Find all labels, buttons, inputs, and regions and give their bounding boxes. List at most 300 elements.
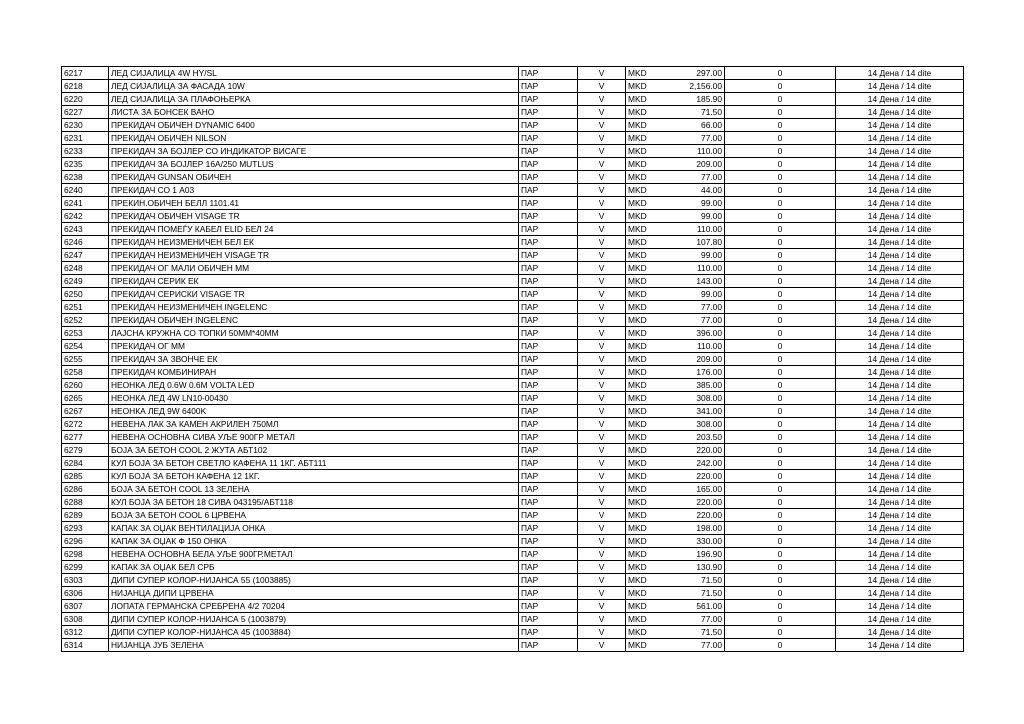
unit-cell: ПАР — [519, 561, 578, 574]
quantity-cell: 0 — [725, 353, 836, 366]
quantity-cell: 0 — [725, 275, 836, 288]
item-code-cell: 6272 — [62, 418, 109, 431]
quantity-cell: 0 — [725, 301, 836, 314]
item-name-cell: ПРЕКИДАЧ СЕРИСКИ VISAGE TR — [109, 288, 519, 301]
unit-cell: ПАР — [519, 314, 578, 327]
item-code-cell: 6252 — [62, 314, 109, 327]
price-cell: 143.00 — [661, 275, 725, 288]
vat-mark-cell: V — [578, 197, 626, 210]
delivery-term-cell: 14 Дена / 14 dite — [836, 431, 964, 444]
unit-cell: ПАР — [519, 301, 578, 314]
unit-cell: ПАР — [519, 457, 578, 470]
item-code-cell: 6307 — [62, 600, 109, 613]
item-code-cell: 6258 — [62, 366, 109, 379]
item-name-cell: ПРЕКИДАЧ КОМБИНИРАН — [109, 366, 519, 379]
currency-cell: MKD — [626, 600, 661, 613]
price-cell: 66.00 — [661, 119, 725, 132]
item-name-cell: ЛЕД СИЈАЛИЦА ЗА ПЛАФОЊЕРКА — [109, 93, 519, 106]
currency-cell: MKD — [626, 184, 661, 197]
quantity-cell: 0 — [725, 613, 836, 626]
item-name-cell: ПРЕКИДАЧ НЕИЗМЕНИЧЕН VISAGE TR — [109, 249, 519, 262]
price-cell: 242.00 — [661, 457, 725, 470]
price-cell: 44.00 — [661, 184, 725, 197]
vat-mark-cell: V — [578, 626, 626, 639]
unit-cell: ПАР — [519, 93, 578, 106]
item-code-cell: 6286 — [62, 483, 109, 496]
price-cell: 99.00 — [661, 210, 725, 223]
price-cell: 297.00 — [661, 67, 725, 80]
item-code-cell: 6285 — [62, 470, 109, 483]
currency-cell: MKD — [626, 93, 661, 106]
currency-cell: MKD — [626, 587, 661, 600]
currency-cell: MKD — [626, 340, 661, 353]
unit-cell: ПАР — [519, 145, 578, 158]
vat-mark-cell: V — [578, 535, 626, 548]
vat-mark-cell: V — [578, 210, 626, 223]
unit-cell: ПАР — [519, 431, 578, 444]
table-row — [62, 405, 964, 418]
price-cell: 2,156.00 — [661, 80, 725, 93]
price-cell: 185.90 — [661, 93, 725, 106]
currency-cell: MKD — [626, 262, 661, 275]
delivery-term-cell: 14 Дена / 14 dite — [836, 275, 964, 288]
delivery-term-cell: 14 Дена / 14 dite — [836, 470, 964, 483]
delivery-term-cell: 14 Дена / 14 dite — [836, 210, 964, 223]
vat-mark-cell: V — [578, 132, 626, 145]
table-row — [62, 301, 964, 314]
table-row — [62, 145, 964, 158]
unit-cell: ПАР — [519, 548, 578, 561]
currency-cell: MKD — [626, 353, 661, 366]
table-row — [62, 67, 964, 80]
price-cell: 561.00 — [661, 600, 725, 613]
table-row — [62, 639, 964, 652]
quantity-cell: 0 — [725, 327, 836, 340]
currency-cell: MKD — [626, 639, 661, 652]
table-row — [62, 288, 964, 301]
currency-cell: MKD — [626, 496, 661, 509]
vat-mark-cell: V — [578, 639, 626, 652]
item-code-cell: 6296 — [62, 535, 109, 548]
currency-cell: MKD — [626, 106, 661, 119]
table-row — [62, 574, 964, 587]
item-code-cell: 6243 — [62, 223, 109, 236]
table-row — [62, 197, 964, 210]
item-code-cell: 6227 — [62, 106, 109, 119]
price-cell: 77.00 — [661, 171, 725, 184]
delivery-term-cell: 14 Дена / 14 dite — [836, 93, 964, 106]
price-cell: 203.50 — [661, 431, 725, 444]
vat-mark-cell: V — [578, 145, 626, 158]
price-cell: 110.00 — [661, 223, 725, 236]
price-cell: 396.00 — [661, 327, 725, 340]
unit-cell: ПАР — [519, 483, 578, 496]
currency-cell: MKD — [626, 613, 661, 626]
vat-mark-cell: V — [578, 249, 626, 262]
delivery-term-cell: 14 Дена / 14 dite — [836, 236, 964, 249]
delivery-term-cell: 14 Дена / 14 dite — [836, 366, 964, 379]
item-code-cell: 6247 — [62, 249, 109, 262]
vat-mark-cell: V — [578, 106, 626, 119]
currency-cell: MKD — [626, 418, 661, 431]
item-code-cell: 6289 — [62, 509, 109, 522]
item-code-cell: 6267 — [62, 405, 109, 418]
quantity-cell: 0 — [725, 522, 836, 535]
unit-cell: ПАР — [519, 340, 578, 353]
price-cell: 130.90 — [661, 561, 725, 574]
delivery-term-cell: 14 Дена / 14 dite — [836, 600, 964, 613]
vat-mark-cell: V — [578, 470, 626, 483]
price-cell: 165.00 — [661, 483, 725, 496]
quantity-cell: 0 — [725, 197, 836, 210]
table-row — [62, 496, 964, 509]
price-cell: 110.00 — [661, 145, 725, 158]
vat-mark-cell: V — [578, 93, 626, 106]
delivery-term-cell: 14 Дена / 14 dite — [836, 587, 964, 600]
table-row — [62, 275, 964, 288]
currency-cell: MKD — [626, 535, 661, 548]
delivery-term-cell: 14 Дена / 14 dite — [836, 119, 964, 132]
item-name-cell: ПРЕКИДАЧ ОГ МАЛИ ОБИЧЕН ММ — [109, 262, 519, 275]
quantity-cell: 0 — [725, 587, 836, 600]
vat-mark-cell: V — [578, 262, 626, 275]
currency-cell: MKD — [626, 561, 661, 574]
price-cell: 77.00 — [661, 639, 725, 652]
item-name-cell: НЕВЕНА ЛАК ЗА КАМЕН АКРИЛЕН 750МЛ — [109, 418, 519, 431]
vat-mark-cell: V — [578, 405, 626, 418]
item-code-cell: 6255 — [62, 353, 109, 366]
item-name-cell: ПРЕКИДАЧ ОБИЧЕН VISAGE TR — [109, 210, 519, 223]
delivery-term-cell: 14 Дена / 14 dite — [836, 535, 964, 548]
quantity-cell: 0 — [725, 106, 836, 119]
item-code-cell: 6220 — [62, 93, 109, 106]
quantity-cell: 0 — [725, 600, 836, 613]
unit-cell: ПАР — [519, 106, 578, 119]
unit-cell: ПАР — [519, 67, 578, 80]
vat-mark-cell: V — [578, 184, 626, 197]
item-name-cell: НЕОНКА ЛЕД 9W 6400K — [109, 405, 519, 418]
delivery-term-cell: 14 Дена / 14 dite — [836, 223, 964, 236]
currency-cell: MKD — [626, 67, 661, 80]
item-name-cell: ЛЕД СИЈАЛИЦА ЗА ФАСАДА 10W — [109, 80, 519, 93]
price-cell: 77.00 — [661, 613, 725, 626]
quantity-cell: 0 — [725, 509, 836, 522]
price-cell: 99.00 — [661, 197, 725, 210]
item-code-cell: 6241 — [62, 197, 109, 210]
unit-cell: ПАР — [519, 366, 578, 379]
item-code-cell: 6249 — [62, 275, 109, 288]
price-list-table — [61, 66, 964, 652]
item-name-cell: ПРЕКИДАЧ GUNSAN ОБИЧЕН — [109, 171, 519, 184]
item-name-cell: НИЈАНЦА ДИПИ ЦРВЕНА — [109, 587, 519, 600]
quantity-cell: 0 — [725, 431, 836, 444]
item-name-cell: ПРЕКИДАЧ ОГ ММ — [109, 340, 519, 353]
item-code-cell: 6231 — [62, 132, 109, 145]
delivery-term-cell: 14 Дена / 14 dite — [836, 340, 964, 353]
delivery-term-cell: 14 Дена / 14 dite — [836, 392, 964, 405]
quantity-cell: 0 — [725, 548, 836, 561]
vat-mark-cell: V — [578, 158, 626, 171]
price-cell: 341.00 — [661, 405, 725, 418]
price-cell: 196.90 — [661, 548, 725, 561]
item-name-cell: ЛИСТА ЗА БОНСЕК ВАНО — [109, 106, 519, 119]
item-name-cell: ПРЕКИДАЧ ОБИЧЕН INGELENC — [109, 314, 519, 327]
vat-mark-cell: V — [578, 509, 626, 522]
currency-cell: MKD — [626, 314, 661, 327]
unit-cell: ПАР — [519, 171, 578, 184]
table-row — [62, 171, 964, 184]
unit-cell: ПАР — [519, 262, 578, 275]
price-cell: 107.80 — [661, 236, 725, 249]
delivery-term-cell: 14 Дена / 14 dite — [836, 145, 964, 158]
currency-cell: MKD — [626, 366, 661, 379]
item-code-cell: 6279 — [62, 444, 109, 457]
quantity-cell: 0 — [725, 561, 836, 574]
currency-cell: MKD — [626, 80, 661, 93]
price-cell: 330.00 — [661, 535, 725, 548]
item-code-cell: 6253 — [62, 327, 109, 340]
quantity-cell: 0 — [725, 379, 836, 392]
price-cell: 110.00 — [661, 262, 725, 275]
item-name-cell: БОЈА ЗА БЕТОН COOL 2 ЖУТА АБТ102 — [109, 444, 519, 457]
item-name-cell: ДИПИ СУПЕР КОЛОР-НИЈАНСА 5 (1003879) — [109, 613, 519, 626]
table-row — [62, 379, 964, 392]
unit-cell: ПАР — [519, 197, 578, 210]
quantity-cell: 0 — [725, 119, 836, 132]
price-cell: 220.00 — [661, 509, 725, 522]
currency-cell: MKD — [626, 444, 661, 457]
unit-cell: ПАР — [519, 132, 578, 145]
quantity-cell: 0 — [725, 483, 836, 496]
item-code-cell: 6251 — [62, 301, 109, 314]
unit-cell: ПАР — [519, 600, 578, 613]
vat-mark-cell: V — [578, 574, 626, 587]
item-code-cell: 6242 — [62, 210, 109, 223]
price-cell: 71.50 — [661, 106, 725, 119]
delivery-term-cell: 14 Дена / 14 dite — [836, 444, 964, 457]
unit-cell: ПАР — [519, 613, 578, 626]
price-cell: 308.00 — [661, 418, 725, 431]
item-name-cell: ПРЕКИДАЧ ОБИЧЕН NILSON — [109, 132, 519, 145]
currency-cell: MKD — [626, 574, 661, 587]
quantity-cell: 0 — [725, 132, 836, 145]
currency-cell: MKD — [626, 158, 661, 171]
table-row — [62, 132, 964, 145]
item-name-cell: ЛАЈСНА КРУЖНА СО ТОПКИ 50ММ*40ММ — [109, 327, 519, 340]
item-code-cell: 6293 — [62, 522, 109, 535]
table-row — [62, 613, 964, 626]
item-name-cell: КУЛ БОЈА ЗА БЕТОН СВЕТЛО КАФЕНА 11 1КГ. АБТ111 — [109, 457, 519, 470]
vat-mark-cell: V — [578, 301, 626, 314]
table-row — [62, 327, 964, 340]
price-cell: 99.00 — [661, 249, 725, 262]
item-code-cell: 6260 — [62, 379, 109, 392]
item-name-cell: КАПАК ЗА ОЏАК ВЕНТИЛАЦИЈА ОНКА — [109, 522, 519, 535]
item-name-cell: ПРЕКИДАЧ ЗА БОЈЛЕР 16А/250 MUTLUS — [109, 158, 519, 171]
item-name-cell: ПРЕКИДАЧ СО 1 А03 — [109, 184, 519, 197]
table-row — [62, 106, 964, 119]
delivery-term-cell: 14 Дена / 14 dite — [836, 353, 964, 366]
unit-cell: ПАР — [519, 639, 578, 652]
unit-cell: ПАР — [519, 184, 578, 197]
table-row — [62, 535, 964, 548]
currency-cell: MKD — [626, 249, 661, 262]
unit-cell: ПАР — [519, 275, 578, 288]
price-cell: 220.00 — [661, 470, 725, 483]
table-row — [62, 392, 964, 405]
currency-cell: MKD — [626, 327, 661, 340]
currency-cell: MKD — [626, 288, 661, 301]
price-cell: 209.00 — [661, 353, 725, 366]
item-code-cell: 6299 — [62, 561, 109, 574]
item-code-cell: 6314 — [62, 639, 109, 652]
item-name-cell: ПРЕКИДАЧ ЗА ЗВОНЧЕ ЕК — [109, 353, 519, 366]
vat-mark-cell: V — [578, 67, 626, 80]
delivery-term-cell: 14 Дена / 14 dite — [836, 171, 964, 184]
table-row — [62, 626, 964, 639]
currency-cell: MKD — [626, 405, 661, 418]
delivery-term-cell: 14 Дена / 14 dite — [836, 288, 964, 301]
unit-cell: ПАР — [519, 496, 578, 509]
currency-cell: MKD — [626, 626, 661, 639]
quantity-cell: 0 — [725, 340, 836, 353]
table-row — [62, 561, 964, 574]
quantity-cell: 0 — [725, 67, 836, 80]
vat-mark-cell: V — [578, 171, 626, 184]
vat-mark-cell: V — [578, 483, 626, 496]
vat-mark-cell: V — [578, 80, 626, 93]
quantity-cell: 0 — [725, 210, 836, 223]
currency-cell: MKD — [626, 301, 661, 314]
quantity-cell: 0 — [725, 288, 836, 301]
vat-mark-cell: V — [578, 561, 626, 574]
table-row — [62, 223, 964, 236]
table-row — [62, 366, 964, 379]
item-name-cell: КАПАК ЗА ОЏАК Ф 150 ОНКА — [109, 535, 519, 548]
item-code-cell: 6265 — [62, 392, 109, 405]
item-name-cell: БОЈА ЗА БЕТОН COOL 13 ЗЕЛЕНА — [109, 483, 519, 496]
item-code-cell: 6230 — [62, 119, 109, 132]
quantity-cell: 0 — [725, 639, 836, 652]
currency-cell: MKD — [626, 548, 661, 561]
item-name-cell: ПРЕКИДАЧ ЗА БОЈЛЕР СО ИНДИКАТОР ВИСАГЕ — [109, 145, 519, 158]
table-row — [62, 249, 964, 262]
item-code-cell: 6312 — [62, 626, 109, 639]
item-name-cell: БОЈА ЗА БЕТОН COOL 6 ЦРВЕНА — [109, 509, 519, 522]
price-cell: 77.00 — [661, 301, 725, 314]
delivery-term-cell: 14 Дена / 14 dite — [836, 197, 964, 210]
item-code-cell: 6250 — [62, 288, 109, 301]
delivery-term-cell: 14 Дена / 14 dite — [836, 548, 964, 561]
table-row — [62, 262, 964, 275]
item-name-cell: ПРЕКИДАЧ СЕРИК ЕК — [109, 275, 519, 288]
quantity-cell: 0 — [725, 314, 836, 327]
currency-cell: MKD — [626, 119, 661, 132]
item-code-cell: 6254 — [62, 340, 109, 353]
currency-cell: MKD — [626, 470, 661, 483]
price-cell: 77.00 — [661, 132, 725, 145]
delivery-term-cell: 14 Дена / 14 dite — [836, 626, 964, 639]
unit-cell: ПАР — [519, 392, 578, 405]
delivery-term-cell: 14 Дена / 14 dite — [836, 405, 964, 418]
price-cell: 176.00 — [661, 366, 725, 379]
quantity-cell: 0 — [725, 158, 836, 171]
vat-mark-cell: V — [578, 496, 626, 509]
item-name-cell: ДИПИ СУПЕР КОЛОР-НИЈАНСА 55 (1003885) — [109, 574, 519, 587]
price-cell: 71.50 — [661, 574, 725, 587]
delivery-term-cell: 14 Дена / 14 dite — [836, 483, 964, 496]
table-row — [62, 431, 964, 444]
vat-mark-cell: V — [578, 275, 626, 288]
currency-cell: MKD — [626, 275, 661, 288]
delivery-term-cell: 14 Дена / 14 dite — [836, 639, 964, 652]
unit-cell: ПАР — [519, 587, 578, 600]
delivery-term-cell: 14 Дена / 14 dite — [836, 80, 964, 93]
item-code-cell: 6298 — [62, 548, 109, 561]
table-row — [62, 444, 964, 457]
currency-cell: MKD — [626, 145, 661, 158]
unit-cell: ПАР — [519, 535, 578, 548]
item-name-cell: ПРЕКИДАЧ ОБИЧЕН DYNAMIC 6400 — [109, 119, 519, 132]
table-row — [62, 600, 964, 613]
vat-mark-cell: V — [578, 548, 626, 561]
item-code-cell: 6233 — [62, 145, 109, 158]
unit-cell: ПАР — [519, 379, 578, 392]
vat-mark-cell: V — [578, 327, 626, 340]
vat-mark-cell: V — [578, 392, 626, 405]
vat-mark-cell: V — [578, 353, 626, 366]
item-name-cell: ЛЕД СИЈАЛИЦА 4W HY/SL — [109, 67, 519, 80]
price-cell: 220.00 — [661, 444, 725, 457]
table-row — [62, 457, 964, 470]
currency-cell: MKD — [626, 223, 661, 236]
unit-cell: ПАР — [519, 470, 578, 483]
item-name-cell: НИЈАНЦА ЈУБ ЗЕЛЕНА — [109, 639, 519, 652]
item-name-cell: ПРЕКИДАЧ ПОМЕЃУ КАБЕЛ ELID БЕЛ 24 — [109, 223, 519, 236]
price-cell: 71.50 — [661, 587, 725, 600]
delivery-term-cell: 14 Дена / 14 dite — [836, 457, 964, 470]
table-row — [62, 587, 964, 600]
item-code-cell: 6284 — [62, 457, 109, 470]
unit-cell: ПАР — [519, 236, 578, 249]
unit-cell: ПАР — [519, 158, 578, 171]
delivery-term-cell: 14 Дена / 14 dite — [836, 327, 964, 340]
table-row — [62, 93, 964, 106]
delivery-term-cell: 14 Дена / 14 dite — [836, 379, 964, 392]
vat-mark-cell: V — [578, 600, 626, 613]
currency-cell: MKD — [626, 457, 661, 470]
quantity-cell: 0 — [725, 171, 836, 184]
vat-mark-cell: V — [578, 587, 626, 600]
delivery-term-cell: 14 Дена / 14 dite — [836, 184, 964, 197]
table-row — [62, 236, 964, 249]
item-name-cell: НЕВЕНА ОСНОВНА СИВА УЉЕ 900ГР МЕТАЛ — [109, 431, 519, 444]
price-cell: 209.00 — [661, 158, 725, 171]
vat-mark-cell: V — [578, 314, 626, 327]
currency-cell: MKD — [626, 431, 661, 444]
item-code-cell: 6235 — [62, 158, 109, 171]
currency-cell: MKD — [626, 483, 661, 496]
item-code-cell: 6240 — [62, 184, 109, 197]
table-row — [62, 119, 964, 132]
unit-cell: ПАР — [519, 210, 578, 223]
item-name-cell: КАПАК ЗА ОЏАК БЕЛ СРБ — [109, 561, 519, 574]
delivery-term-cell: 14 Дена / 14 dite — [836, 158, 964, 171]
delivery-term-cell: 14 Дена / 14 dite — [836, 314, 964, 327]
quantity-cell: 0 — [725, 535, 836, 548]
vat-mark-cell: V — [578, 379, 626, 392]
quantity-cell: 0 — [725, 405, 836, 418]
